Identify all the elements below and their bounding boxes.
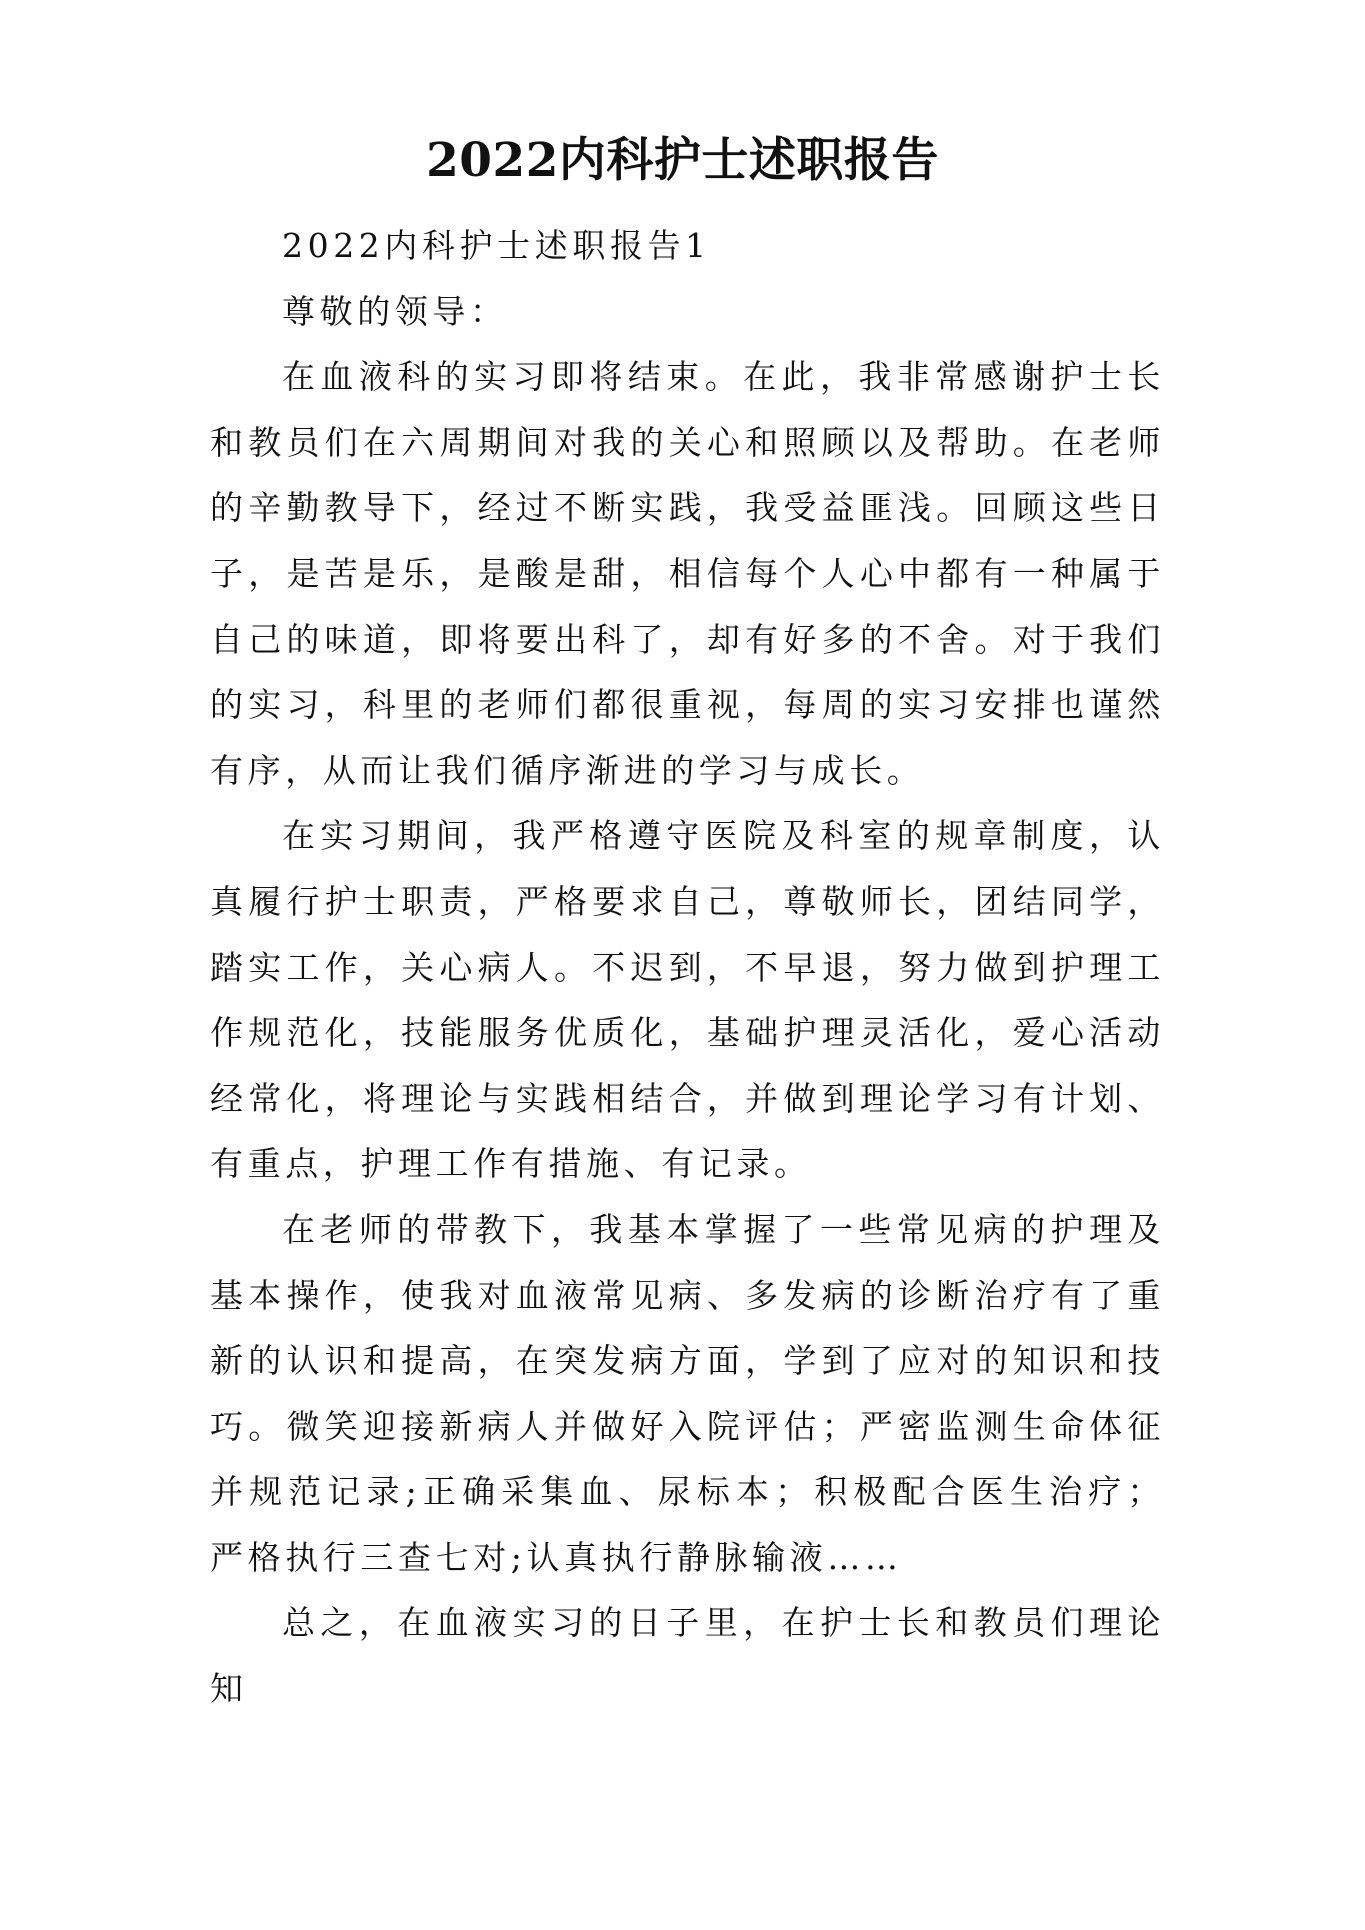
- body-paragraph: 在老师的带教下，我基本掌握了一些常见病的护理及基本操作，使我对血液常见病、多发病的诊断治疗有了重新的认识和提高，在突发病方面，学到了应对的知识和技巧。微笑迎接新病人并做好入院评估；严密监测生命体征并规范记录;正确采集血、尿标本；积极配合医生治疗；严格执行三查七对;认真执行静脉输液……: [210, 1209, 1165, 1577]
- document-body: [210, 213, 1165, 1722]
- body-paragraph: 总之，在血液实习的日子里，在护士长和教员们理论知: [210, 1603, 1165, 1709]
- body-paragraph: 在实习期间，我严格遵守医院及科室的规章制度，认真履行护士职责，严格要求自己，尊敬师长，团结同学，踏实工作，关心病人。不迟到，不早退，努力做到护理工作规范化，技能服务优质化，基础护理灵活化，爱心活动经常化，将理论与实践相结合，并做到理论学习有计划、有重点，护理工作有措施、有记录。: [210, 816, 1165, 1184]
- subtitle-paragraph: 2022内科护士述职报告1: [282, 226, 711, 265]
- salutation-paragraph: 尊敬的领导：: [282, 291, 508, 331]
- document-title: 2022内科护士述职报告: [426, 133, 939, 188]
- body-paragraph: 在血液科的实习即将结束。在此，我非常感谢护士长和教员们在六周期间对我的关心和照顾以及帮助。在老师的辛勤教导下，经过不断实践，我受益匪浅。回顾这些日子，是苦是乐，是酸是甜，相信每个人心中都有一种属于自己的味道，即将要出科了，却有好多的不舍。对于我们的实习，科里的老师们都很重视，每周的实习安排也谨然有序，从而让我们循序渐进的学习与成长。: [210, 357, 1165, 790]
